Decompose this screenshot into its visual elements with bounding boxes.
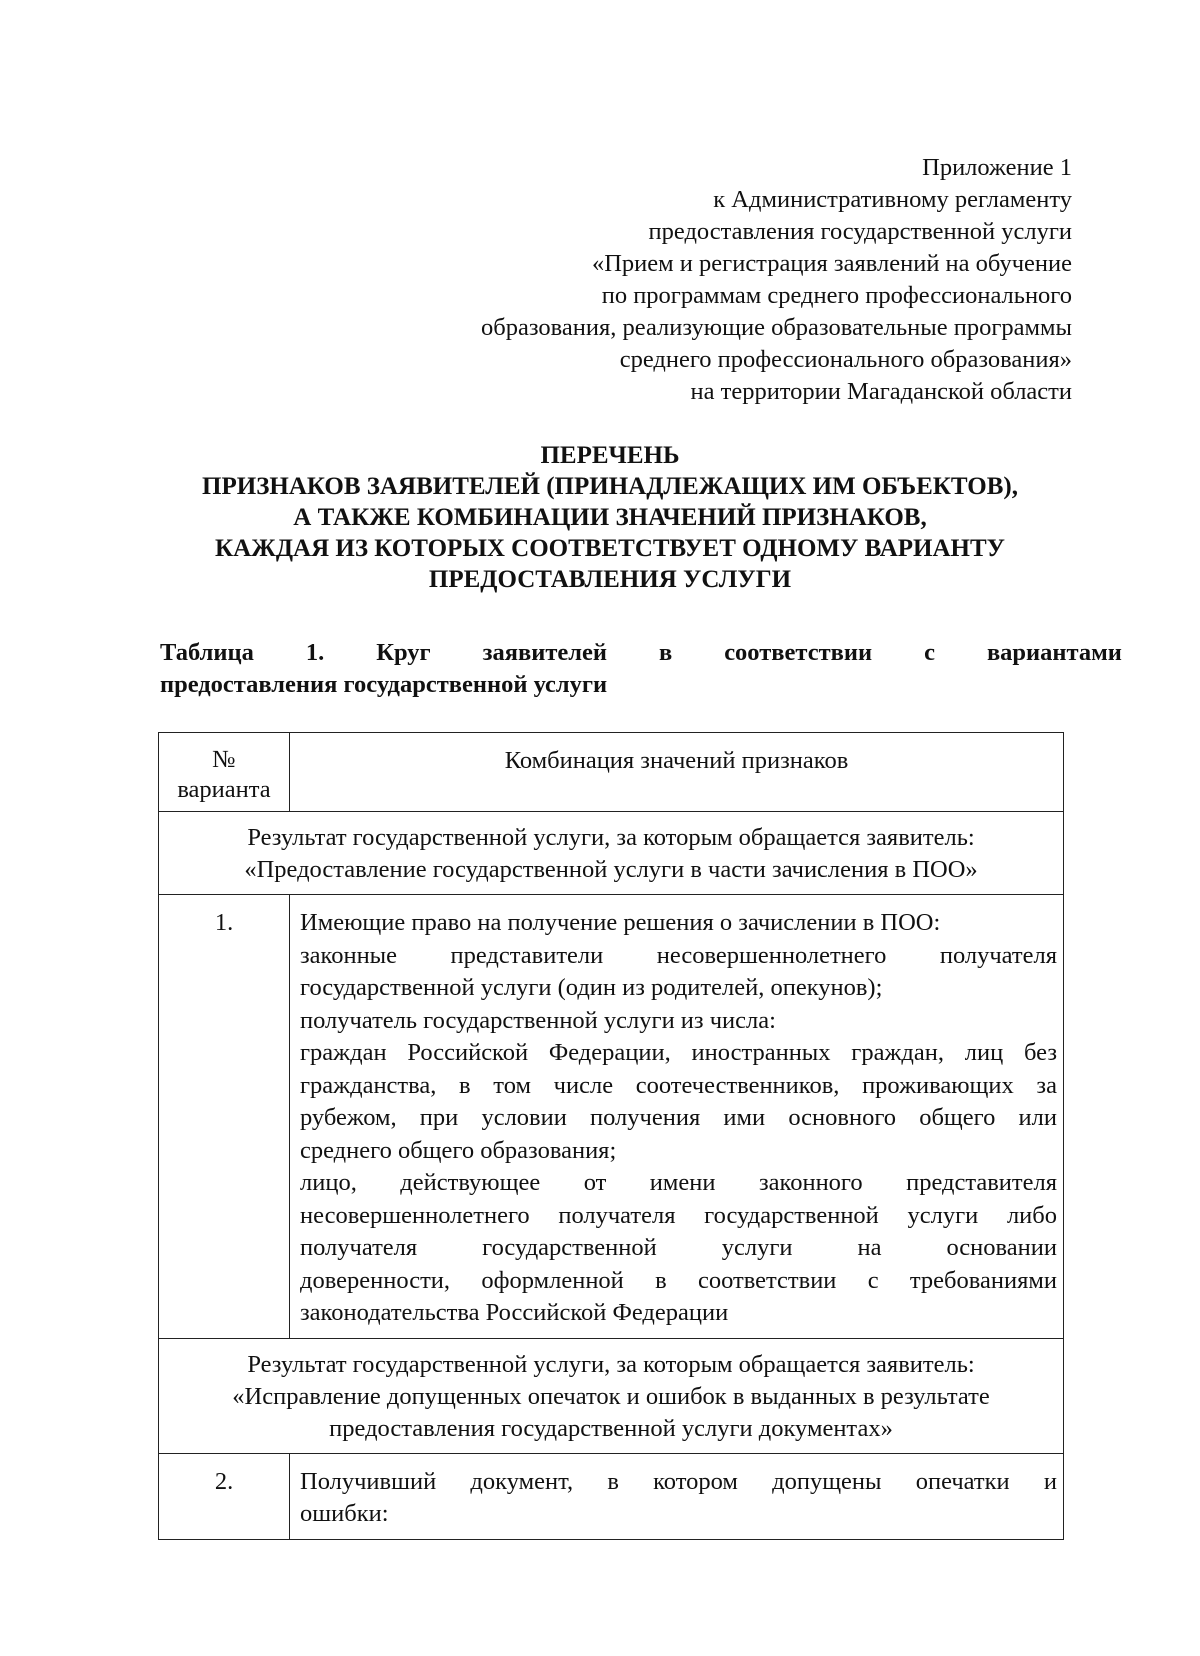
title-line: ПЕРЕЧЕНЬ <box>540 442 680 469</box>
table-row <box>159 1453 1064 1539</box>
annex-line: «Прием и регистрация заявлений на обучение <box>591 250 1072 277</box>
title-line: ПРИЗНАКОВ ЗАЯВИТЕЛЕЙ (ПРИНАДЛЕЖАЩИХ ИМ ОБЪЕКТОВ), <box>202 473 1018 500</box>
annex-line: предоставления государственной услуги <box>648 218 1072 245</box>
section-row <box>159 812 1064 895</box>
caption-word: 1. <box>305 639 325 666</box>
table-row <box>159 895 1064 1339</box>
title-line: А ТАКЖЕ КОМБИНАЦИИ ЗНАЧЕНИЙ ПРИЗНАКОВ, <box>293 504 927 531</box>
caption-line-1 <box>160 637 1122 669</box>
document-title <box>140 440 1080 595</box>
variant-description: Имеющие право на получение решения о зачислении в ПОО: законные представители несовершеннолетнего получателя государственной услуги (один из родителей, опекунов); получатель государственной услуги из числа: граждан Российской Федерации, иностранных граждан, лиц без гражданства, в том числе соотечественников, проживающих за рубежом, при условии получения ими основного общего или среднего общего образования; лицо, действующее от имени законного представителя несовершеннолетнего получателя государственной услуги либо получателя государственной услуги на основании доверенности, оформленной в соответствии с требованиями законодательства Российской Федерации <box>290 895 1064 1339</box>
caption-word: в <box>658 639 673 666</box>
annex-line: среднего профессионального образования» <box>619 346 1072 373</box>
caption-word: заявителей <box>482 639 607 666</box>
caption-word: вариантами <box>986 639 1122 666</box>
annex-line: образования, реализующие образовательные программы <box>481 314 1072 341</box>
variant-number: 2. <box>159 1453 290 1539</box>
annex-block <box>481 152 1072 408</box>
caption-word: соответствии <box>724 639 873 666</box>
section-result-enrollment: Результат государственной услуги, за которым обращается заявитель: «Предоставление государственной услуги в части зачисления в ПОО» <box>159 812 1064 895</box>
title-line: КАЖДАЯ ИЗ КОТОРЫХ СООТВЕТСТВУЕТ ОДНОМУ ВАРИАНТУ <box>214 535 1006 562</box>
annex-line: к Административному регламенту <box>713 186 1072 213</box>
annex-line: на территории Магаданской области <box>690 378 1072 405</box>
section-row <box>159 1338 1064 1453</box>
header-combination: Комбинация значений признаков <box>290 733 1064 812</box>
caption-word: Круг <box>376 639 431 666</box>
variant-number: 1. <box>159 895 290 1339</box>
caption-word: с <box>924 639 935 666</box>
annex-line: Приложение 1 <box>922 154 1072 181</box>
annex-line: по программам среднего профессионального <box>601 282 1072 309</box>
header-variant-number: № варианта <box>159 733 290 812</box>
section-result-corrections: Результат государственной услуги, за которым обращается заявитель: «Исправление допущенных опечаток и ошибок в выданных в результате предоставления государственной услуги документах» <box>159 1338 1064 1453</box>
variant-description: Получивший документ, в котором допущены опечатки и ошибки: <box>290 1453 1064 1539</box>
applicants-table <box>158 732 1064 1540</box>
caption-word: Таблица <box>160 639 254 666</box>
caption-line-2: предоставления государственной услуги <box>160 671 608 698</box>
title-line: ПРЕДОСТАВЛЕНИЯ УСЛУГИ <box>428 566 792 593</box>
table-caption <box>160 637 1122 701</box>
table-header-row <box>159 733 1064 812</box>
